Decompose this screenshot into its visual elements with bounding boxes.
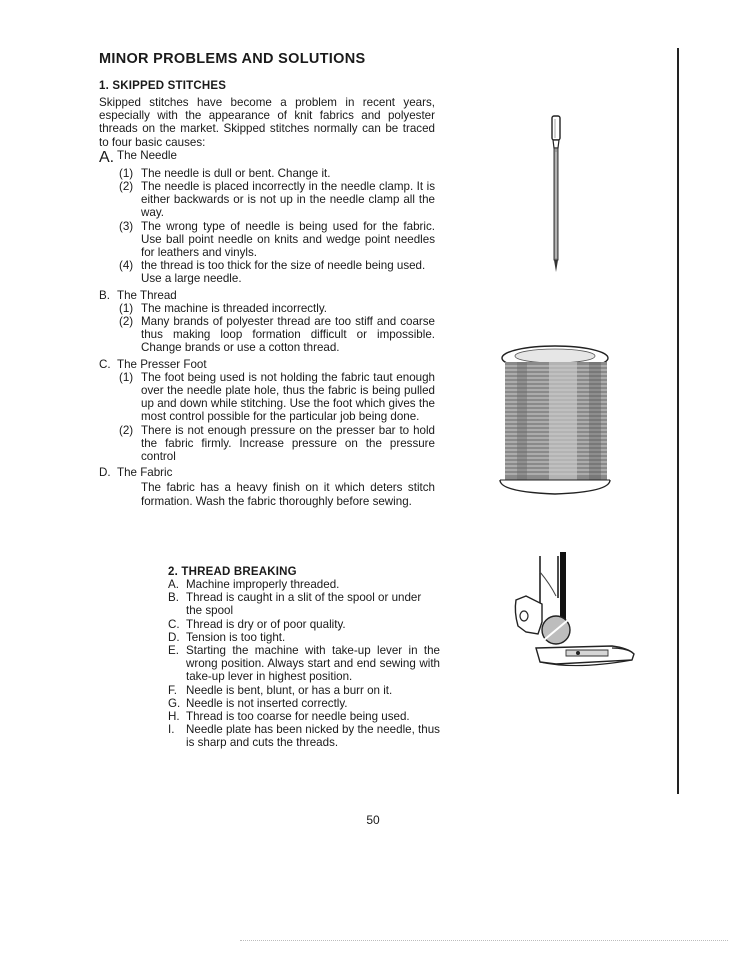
group-title: The Thread bbox=[117, 288, 177, 302]
item-text: Needle is bent, blunt, or has a burr on it. bbox=[186, 683, 393, 697]
item-text: Needle is not inserted correctly. bbox=[186, 696, 348, 710]
group-letter: D. bbox=[99, 466, 111, 480]
item-number: (2) bbox=[119, 423, 134, 437]
item-text: The machine is threaded incorrectly. bbox=[141, 301, 328, 315]
group-c-items bbox=[119, 371, 435, 463]
page-number: 50 bbox=[366, 813, 380, 827]
item-text: Thread is too coarse for needle being used. bbox=[186, 710, 410, 724]
list-item bbox=[168, 578, 440, 591]
item-letter: E. bbox=[168, 644, 179, 658]
item-text: Needle plate has been nicked by the needle, thus is sharp and cuts the threads. bbox=[186, 723, 440, 750]
list-item bbox=[119, 220, 435, 260]
item-text: The wrong type of needle is being used for the fabric. Use ball point needle on knits and wedge point needles for leathers and vinyls. bbox=[141, 219, 435, 260]
section-heading-thread-breaking: 2. THREAD BREAKING bbox=[168, 566, 297, 578]
list-item bbox=[119, 315, 435, 355]
item-text: Starting the machine with take-up lever in the wrong position. Always start and end sewing with take-up lever in highest position. bbox=[186, 644, 440, 684]
list-item bbox=[168, 591, 440, 617]
list-item bbox=[119, 180, 435, 220]
list-item bbox=[168, 697, 440, 710]
intro-paragraph: Skipped stitches have become a problem in recent years, especially with the appearance of knit fabrics and polyester threads on the market. Skipped stitches normally can be traced to four basic causes: bbox=[99, 96, 435, 149]
item-number: (2) bbox=[119, 315, 134, 329]
group-b-items bbox=[119, 302, 435, 355]
list-item bbox=[119, 302, 435, 315]
right-margin-rule bbox=[677, 48, 679, 794]
section-heading-skipped-stitches: 1. SKIPPED STITCHES bbox=[99, 80, 227, 92]
list-item bbox=[119, 259, 435, 285]
item-letter: A. bbox=[168, 578, 179, 591]
item-letter: C. bbox=[168, 617, 180, 631]
item-text: Machine improperly threaded. bbox=[186, 578, 340, 591]
section-skipped-stitches bbox=[99, 80, 435, 508]
list-item bbox=[168, 684, 440, 697]
item-text: the thread is too thick for the size of needle being used. Use a large needle. bbox=[141, 259, 426, 286]
item-text: Thread is dry or of poor quality. bbox=[186, 617, 346, 631]
section-thread-breaking bbox=[168, 566, 440, 750]
needle-illustration bbox=[544, 114, 568, 276]
item-text: The foot being used is not holding the fabric taut enough over the needle plate hole, thus the fabric is being pulled up and down while stitching. Use the foot which gives the most control possible for the particular job being done. bbox=[141, 370, 435, 424]
group-c-header bbox=[99, 358, 435, 371]
group-title: The Needle bbox=[117, 148, 177, 162]
group-b-header bbox=[99, 289, 435, 302]
item-letter: I. bbox=[168, 723, 175, 737]
item-letter: D. bbox=[168, 630, 180, 644]
presser-foot-illustration bbox=[496, 552, 640, 676]
list-item bbox=[119, 167, 435, 180]
item-text: Tension is too tight. bbox=[186, 630, 286, 644]
list-item bbox=[168, 723, 440, 749]
list-item bbox=[119, 424, 435, 464]
group-a-header bbox=[99, 149, 435, 167]
item-number: (3) bbox=[119, 219, 134, 233]
list-item bbox=[168, 618, 440, 631]
item-number: (2) bbox=[119, 180, 134, 194]
list-item bbox=[119, 371, 435, 424]
group-title: The Fabric bbox=[117, 466, 173, 480]
item-letter: B. bbox=[168, 591, 179, 605]
item-number: (1) bbox=[119, 370, 134, 384]
item-number: (4) bbox=[119, 259, 134, 273]
thread-spool-illustration bbox=[497, 340, 615, 500]
group-letter: C. bbox=[99, 357, 111, 371]
item-number: (1) bbox=[119, 166, 134, 180]
group-letter: A. bbox=[99, 148, 115, 166]
group-d-header bbox=[99, 466, 435, 479]
fabric-paragraph: The fabric has a heavy finish on it which deters stitch formation. Wash the fabric thoroughly before sewing. bbox=[141, 481, 435, 508]
item-text: Thread is caught in a slit of the spool or under the spool bbox=[186, 591, 422, 618]
item-number: (1) bbox=[119, 301, 134, 315]
group-a-items bbox=[119, 167, 435, 286]
list-item bbox=[168, 710, 440, 723]
list-item bbox=[168, 644, 440, 684]
bottom-dotted-rule bbox=[240, 940, 728, 941]
item-letter: H. bbox=[168, 710, 180, 724]
group-title: The Presser Foot bbox=[117, 357, 207, 371]
item-text: Many brands of polyester thread are too stiff and coarse thus making loop formation difficult or impossible. Change brands or use a cotton thread. bbox=[141, 315, 435, 355]
page-title: MINOR PROBLEMS AND SOLUTIONS bbox=[99, 51, 366, 67]
item-text: There is not enough pressure on the presser bar to hold the fabric firmly. Increase pressure on the pressure control bbox=[141, 423, 435, 464]
item-text: The needle is dull or bent. Change it. bbox=[141, 166, 331, 180]
item-letter: F. bbox=[168, 683, 178, 697]
group-letter: B. bbox=[99, 288, 110, 302]
list-item bbox=[168, 631, 440, 644]
item-letter: G. bbox=[168, 696, 181, 710]
item-text: The needle is placed incorrectly in the needle clamp. It is either backwards or is not up in the needle clamp all the way. bbox=[141, 180, 435, 220]
